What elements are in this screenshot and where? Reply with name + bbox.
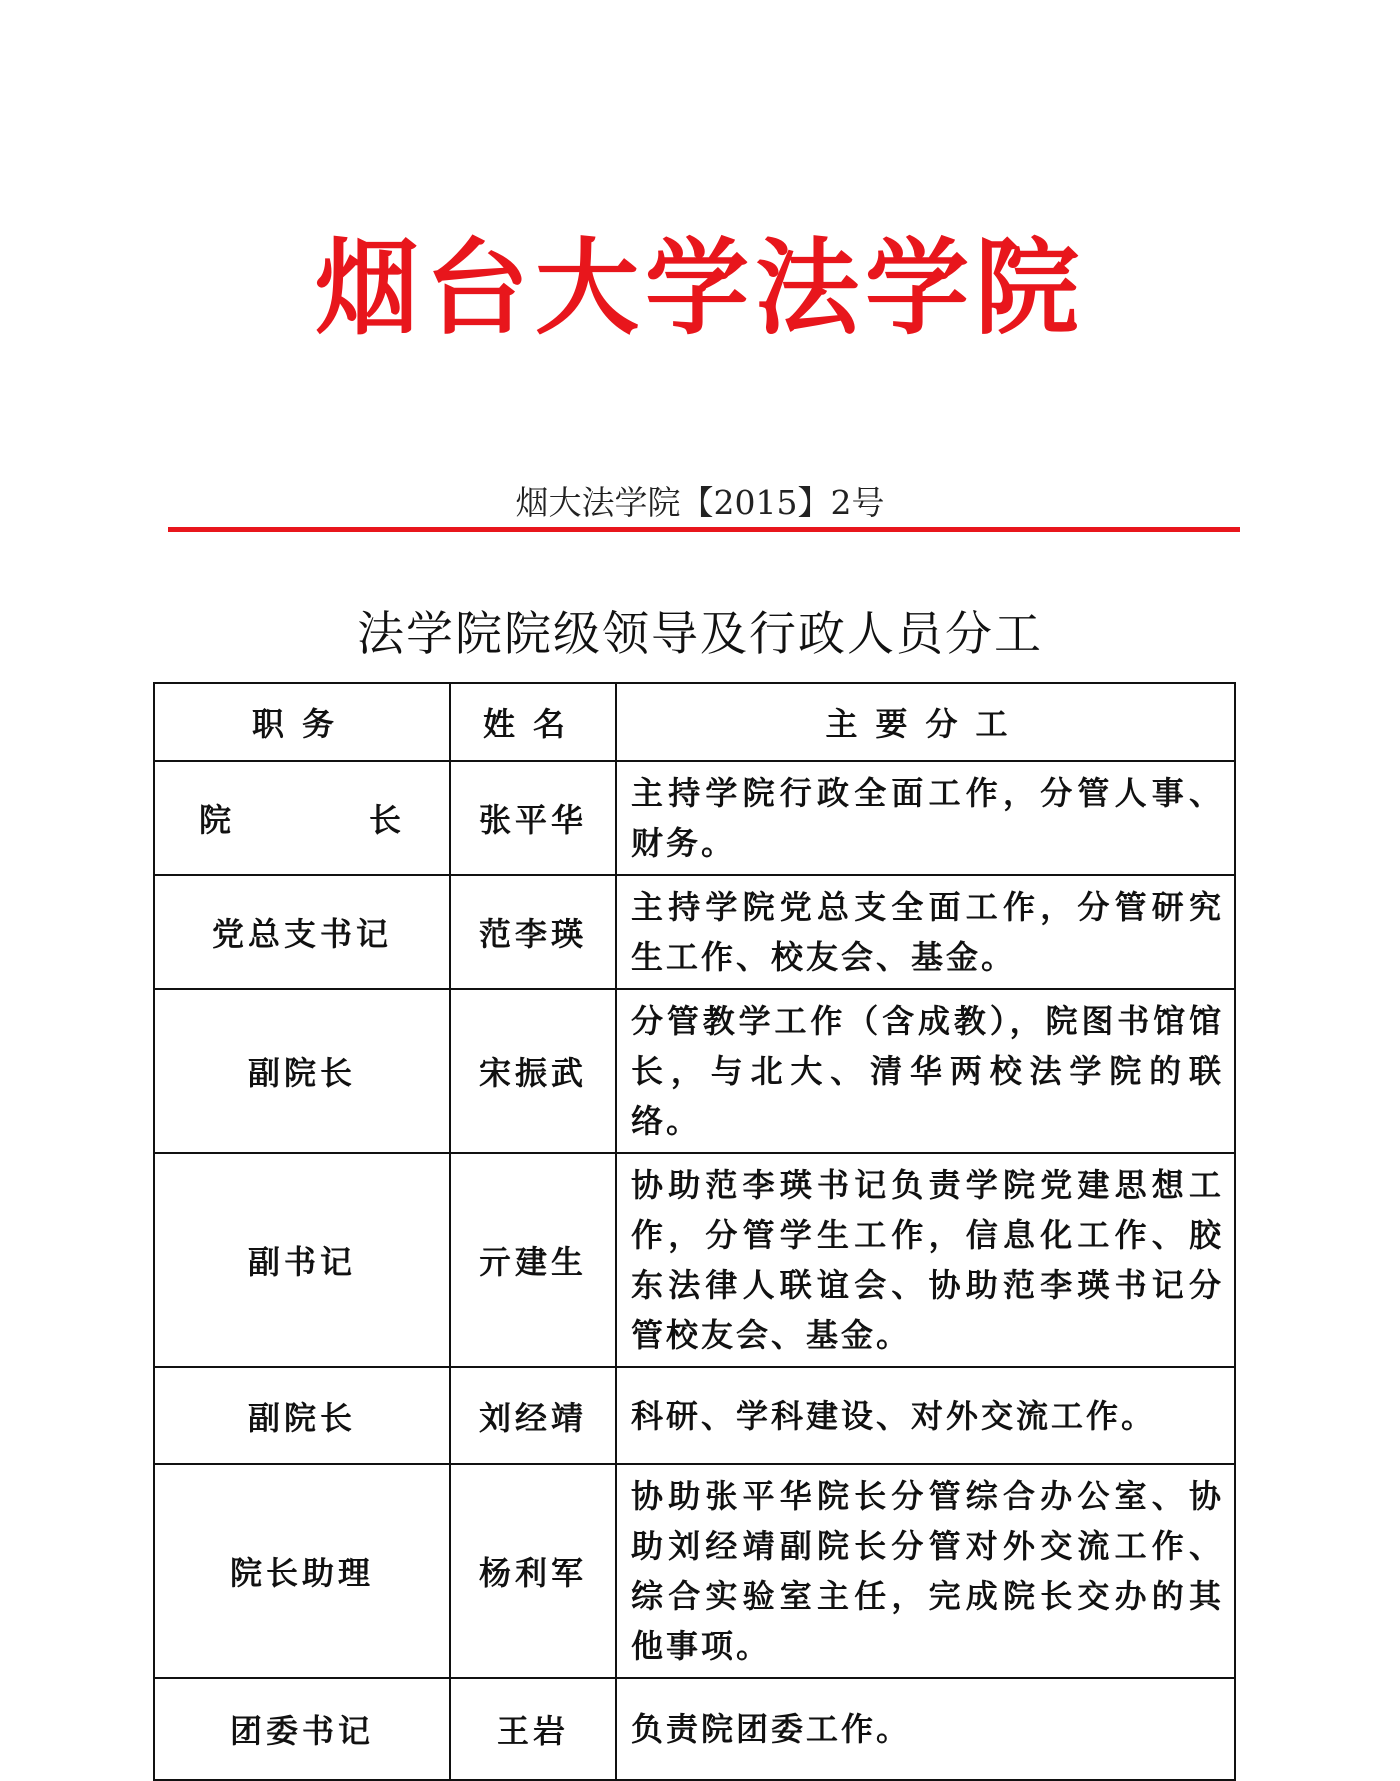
column-header-duty: 主要分工 — [616, 683, 1235, 761]
table-row — [154, 875, 1235, 989]
table-header-row — [154, 683, 1235, 761]
duty-cell: 主持学院党总支全面工作，分管研究生工作、校友会、基金。 — [616, 875, 1235, 989]
table-row — [154, 761, 1235, 875]
role-label-part: 长 — [368, 801, 405, 839]
org-title: 烟台大学法学院 — [314, 227, 1085, 349]
assignment-table — [153, 682, 1236, 1781]
role-label — [155, 795, 449, 841]
role-cell — [154, 761, 450, 875]
duty-cell: 协助范李瑛书记负责学院党建思想工作，分管学生工作，信息化工作、胶东法律人联谊会、协助范李瑛书记分管校友会、基金。 — [616, 1153, 1235, 1367]
duty-cell: 协助张平华院长分管综合办公室、协助刘经靖副院长分管对外交流工作、综合实验室主任，完成院长交办的其他事项。 — [616, 1464, 1235, 1678]
role-cell: 副院长 — [154, 989, 450, 1153]
table-row — [154, 1367, 1235, 1464]
role-label-part: 院 — [199, 801, 236, 839]
column-header-role: 职务 — [154, 683, 450, 761]
table-row — [154, 1678, 1235, 1780]
assignment-table-wrapper — [153, 682, 1234, 1781]
table-row — [154, 989, 1235, 1153]
name-cell: 王岩 — [450, 1678, 616, 1780]
document-number: 烟大法学院【2015】2号 — [515, 483, 885, 522]
role-cell: 副院长 — [154, 1367, 450, 1464]
table-row — [154, 1464, 1235, 1678]
duty-cell: 负责院团委工作。 — [616, 1678, 1235, 1780]
duty-cell: 分管教学工作（含成教），院图书馆馆长，与北大、清华两校法学院的联络。 — [616, 989, 1235, 1153]
column-header-name: 姓名 — [450, 683, 616, 761]
name-cell: 杨利军 — [450, 1464, 616, 1678]
duty-cell: 科研、学科建设、对外交流工作。 — [616, 1367, 1235, 1464]
name-cell: 范李瑛 — [450, 875, 616, 989]
table-row — [154, 1153, 1235, 1367]
name-cell: 刘经靖 — [450, 1367, 616, 1464]
role-cell: 团委书记 — [154, 1678, 450, 1780]
document-heading: 法学院院级领导及行政人员分工 — [357, 607, 1043, 662]
role-cell: 副书记 — [154, 1153, 450, 1367]
name-cell: 亓建生 — [450, 1153, 616, 1367]
name-cell: 宋振武 — [450, 989, 616, 1153]
role-cell: 党总支书记 — [154, 875, 450, 989]
duty-cell: 主持学院行政全面工作，分管人事、财务。 — [616, 761, 1235, 875]
name-cell: 张平华 — [450, 761, 616, 875]
role-cell: 院长助理 — [154, 1464, 450, 1678]
red-divider-line — [168, 527, 1240, 532]
